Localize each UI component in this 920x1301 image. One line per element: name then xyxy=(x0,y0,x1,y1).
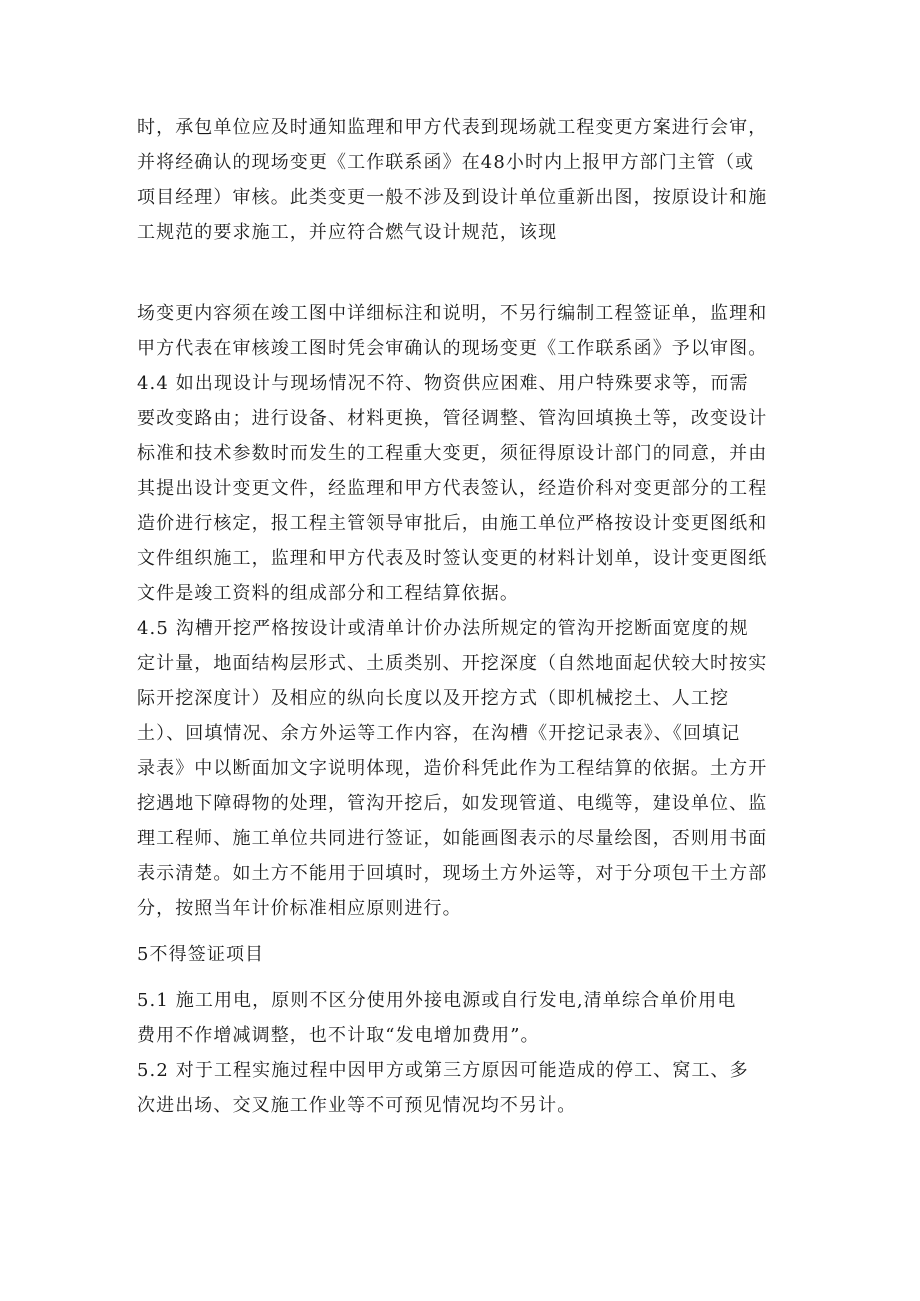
text-line: 录表》中以断面加文字说明体现，造价科凭此作为工程结算的依据。土方开 xyxy=(137,758,768,779)
text-line: 时，承包单位应及时通知监理和甲方代表到现场就工程变更方案进行会审， xyxy=(137,117,768,138)
text-line: 挖遇地下障碍物的处理，管沟开挖后，如发现管道、电缆等，建设单位、监 xyxy=(137,793,768,814)
text-line: 文件是竣工资料的组成部分和工程结算依据。 xyxy=(137,583,519,604)
section-heading: 5不得签证项目 xyxy=(137,944,265,965)
text-line: 次进出场、交叉施工作业等不可预见情况均不另计。 xyxy=(137,1095,577,1116)
text-line: 定计量，地面结构层形式、土质类别、开挖深度（自然地面起伏较大时按实 xyxy=(137,653,768,674)
text-line: 标准和技术参数时而发生的工程重大变更，须征得原设计部门的同意，并由 xyxy=(137,443,768,464)
text-line: 工规范的要求施工，并应符合燃气设计规范，该现 xyxy=(137,222,558,243)
text-line: 土）、回填情况、余方外运等工作内容，在沟槽《开挖记录表》、《回填记 xyxy=(137,723,741,744)
text-line: 要改变路由；进行设备、材料更换，管径调整、管沟回填换土等，改变设计 xyxy=(137,408,768,429)
text-line: 甲方代表在审核竣工图时凭会审确认的现场变更《工作联系函》予以审图。 xyxy=(137,338,768,359)
text-line: 理工程师、施工单位共同进行签证，如能画图表示的尽量绘图，否则用书面 xyxy=(137,828,768,849)
text-line: 其提出设计变更文件，经监理和甲方代表签认，经造价科对变更部分的工程 xyxy=(137,478,768,499)
text-line: 费用不作增减调整，也不计取“发电增加费用”。 xyxy=(137,1025,540,1046)
text-line: 表示清楚。如土方不能用于回填时，现场土方外运等，对于分项包干土方部 xyxy=(137,863,768,884)
text-line: 5.1 施工用电，原则不区分使用外接电源或自行发电,清单综合单价用电 xyxy=(137,990,737,1011)
text-line: 并将经确认的现场变更《工作联系函》在48小时内上报甲方部门主管（或 xyxy=(137,152,755,173)
text-line: 文件组织施工，监理和甲方代表及时签认变更的材料计划单，设计变更图纸 xyxy=(137,548,768,569)
text-line: 项目经理）审核。此类变更一般不涉及到设计单位重新出图，按原设计和施 xyxy=(137,187,768,208)
text-line: 际开挖深度计）及相应的纵向长度以及开挖方式（即机械挖土、人工挖 xyxy=(137,688,730,709)
text-line: 4.5 沟槽开挖严格按设计或清单计价办法所规定的管沟开挖断面宽度的规 xyxy=(137,618,749,639)
text-line: 造价进行核定，报工程主管领导审批后，由施工单位严格按设计变更图纸和 xyxy=(137,513,768,534)
text-line: 场变更内容须在竣工图中详细标注和说明，不另行编制工程签证单，监理和 xyxy=(137,303,768,324)
text-line: 5.2 对于工程实施过程中因甲方或第三方原因可能造成的停工、窝工、多 xyxy=(137,1060,749,1081)
text-line: 4.4 如出现设计与现场情况不符、物资供应困难、用户特殊要求等，而需 xyxy=(137,373,749,394)
text-line: 分，按照当年计价标准相应原则进行。 xyxy=(137,898,462,919)
